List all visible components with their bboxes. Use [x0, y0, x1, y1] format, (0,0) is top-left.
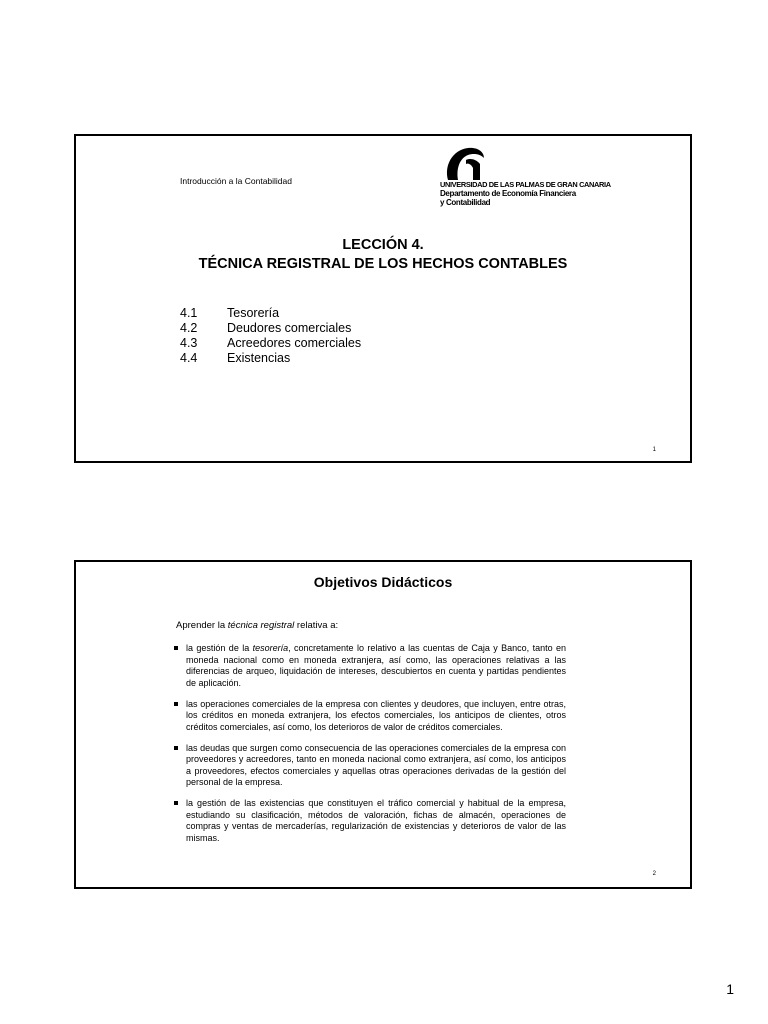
slide-1 — [74, 134, 692, 463]
university-logo — [440, 146, 620, 212]
toc-item-number: 4.4 — [180, 351, 198, 365]
toc-item-label: Deudores comerciales — [227, 321, 352, 335]
lesson-title: TÉCNICA REGISTRAL DE LOS HECHOS CONTABLES — [198, 256, 568, 272]
slide-heading: Objetivos Didácticos — [313, 574, 453, 590]
bullet-square-icon — [174, 801, 178, 805]
list-item: las operaciones comerciales de la empresa con clientes y deudores, que incluyen, entre otras, los créditos en moneda extranjera, los efectos comerciales, los anticipos de clientes, otros créditos comerciales, así como, los deterioros de valor de créditos comerciales. — [174, 699, 566, 734]
bullet-square-icon — [174, 646, 178, 650]
toc-item — [180, 306, 361, 321]
bullet-square-icon — [174, 702, 178, 706]
slide-2 — [74, 560, 692, 889]
toc-item-number: 4.3 — [180, 336, 198, 350]
toc-item-number: 4.1 — [180, 306, 198, 320]
toc-item — [180, 336, 361, 351]
toc-item — [180, 351, 361, 366]
sheet-page-number: 1 — [726, 981, 734, 997]
logo-department-name: Departamento de Economía Financiera — [440, 189, 576, 198]
list-item: las deudas que surgen como consecuencia de las operaciones comerciales de la empresa con proveedores y acreedores, tanto en moneda nacional como extranjera, así como, los anticipos a proveedores, efectos comerciales y aquellas otras operaciones derivadas de la gestión del personal de la empresa. — [174, 743, 566, 789]
logo-university-name: UNIVERSIDAD DE LAS PALMAS DE GRAN CANARIA — [440, 180, 611, 189]
slide-page-number: 1 — [652, 447, 656, 453]
toc-item-label: Tesorería — [227, 306, 280, 320]
course-title: Introducción a la Contabilidad — [180, 176, 292, 186]
objectives-list — [174, 643, 566, 854]
list-item: la gestión de la tesorería, concretamente lo relativo a las cuentas de Caja y Banco, tanto en moneda nacional como en moneda extranjera, así como, las operaciones relativas a las diferencias de arqueo, liquidación de intereses, descubiertos en cuenta y partidas pendientes de aplicación. — [174, 643, 566, 689]
logo-department-name-cont: y Contabilidad — [440, 198, 491, 207]
bullet-square-icon — [174, 746, 178, 750]
intro-text: Aprender la técnica registral relativa a: — [176, 620, 339, 631]
toc-item-number: 4.2 — [180, 321, 198, 335]
list-item: la gestión de las existencias que constituyen el tráfico comercial y habitual de la empresa, estudiando su clasificación, métodos de valoración, fichas de almacén, operaciones de compras y ventas de mercaderías, regularización de existencias y deterioros de valor de las mismas. — [174, 798, 566, 844]
lesson-number: LECCIÓN 4. — [342, 237, 424, 253]
toc-item-label: Existencias — [227, 351, 291, 365]
toc-item-label: Acreedores comerciales — [227, 336, 362, 350]
ulpgc-emblem-icon — [440, 146, 486, 182]
slide-page-number: 2 — [652, 871, 656, 877]
toc-item — [180, 321, 361, 336]
table-of-contents — [180, 306, 361, 366]
